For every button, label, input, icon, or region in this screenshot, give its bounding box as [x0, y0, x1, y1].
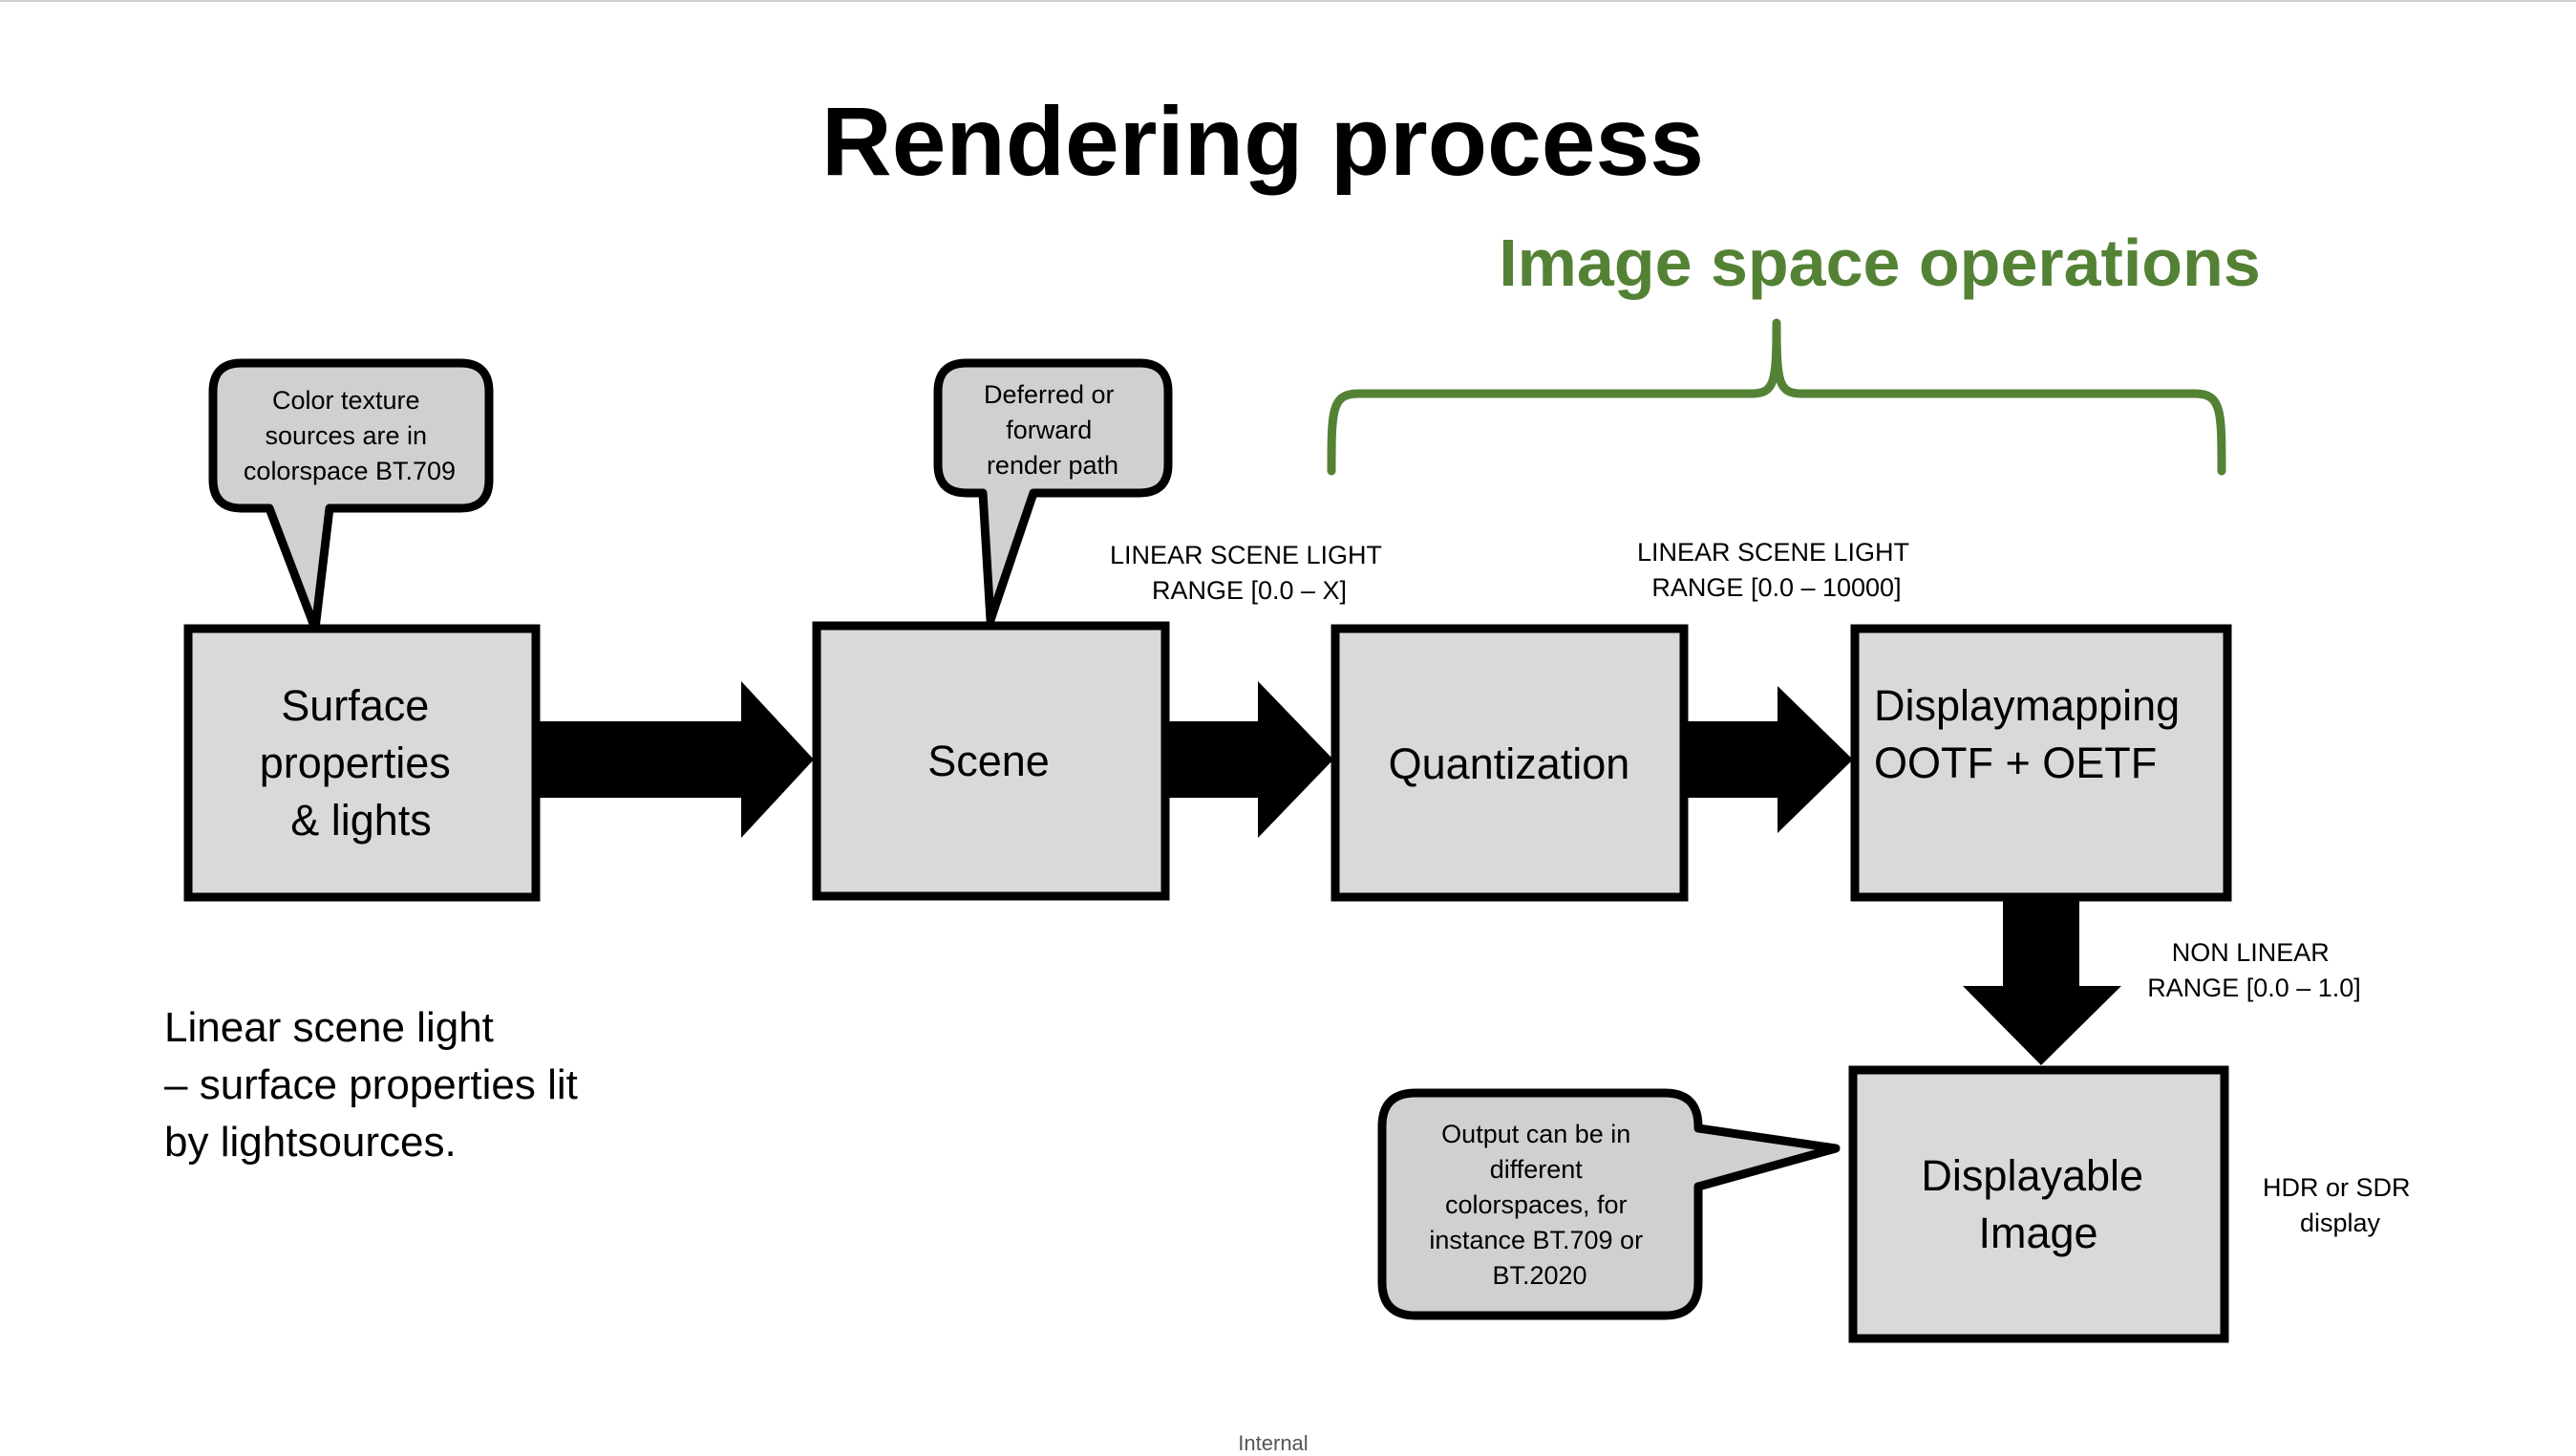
displayable-box-label: Displayable Image — [1921, 1151, 2144, 1257]
arrow-quantization-to-displaymapping — [1685, 686, 1853, 833]
surface-box-label: Surface properties & lights — [259, 681, 451, 845]
scene-box-label: Scene — [927, 737, 1050, 785]
displaymapping-box-label: Displaymapping OOTF + OETF — [1874, 681, 2181, 787]
quantization-box-label: Quantization — [1388, 739, 1630, 788]
slide-title: Rendering process — [821, 87, 1704, 196]
color-texture-callout-text: Color texture sources are in colorspace BT.709 — [243, 386, 457, 485]
footer-classification: Internal — [1238, 1431, 1309, 1455]
arrow-displaymapping-to-displayable — [1963, 901, 2121, 1065]
output-callout-text: Output can be in different colorspaces, for instance BT.709 or BT.2020 — [1429, 1120, 1644, 1290]
linear-range-x-label: LINEAR SCENE LIGHT RANGE [0.0 – X] — [1109, 541, 1382, 605]
linear-scene-light-note: Linear scene light – surface properties lit by lightsources. — [164, 1004, 578, 1166]
arrow-scene-to-quantization — [1166, 681, 1333, 838]
render-path-callout-text: Deferred or forward render path — [983, 380, 1119, 480]
linear-range-10000-label: LINEAR SCENE LIGHT RANGE [0.0 – 10000] — [1636, 538, 1909, 602]
arrow-surface-to-scene — [536, 681, 814, 838]
image-space-brace — [1331, 323, 2222, 471]
brace-label: Image space operations — [1499, 225, 2261, 300]
displayable-image-box — [1853, 1070, 2225, 1338]
hdr-sdr-display-label: HDR or SDR display — [2262, 1173, 2411, 1237]
non-linear-range-label: NON LINEAR RANGE [0.0 – 1.0] — [2147, 938, 2361, 1002]
